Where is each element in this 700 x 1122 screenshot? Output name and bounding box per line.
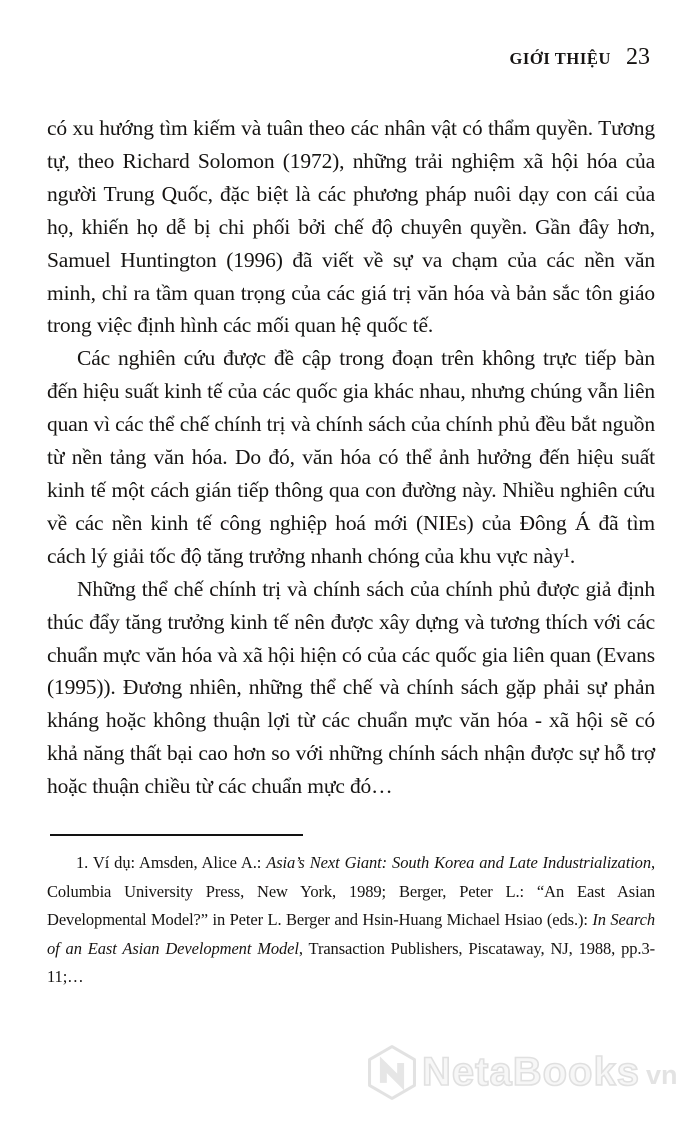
watermark-domain-suffix: vn: [645, 1060, 678, 1090]
hexagon-n-logo-icon: [366, 1044, 418, 1101]
netabooks-watermark: [366, 1044, 677, 1101]
footnote-book-title-2: In Search of an East Asian Development Model: [47, 910, 655, 958]
paragraph-institutions-policies: Những thể chế chính trị và chính sách của chính phủ được giả định thúc đẩy tăng trưởng kinh tế nên được xây dựng và tương thích với các chuẩn mực văn hóa và xã hội hiện có của các quốc gia liên quan (Evans (1995)). Đương nhiên, những thể chế và chính sách gặp phải sự phản kháng hoặc không thuận lợi từ các chuẩn mực văn hóa - xã hội sẽ có khả năng thất bại cao hơn so với những chính sách nhận được sự hỗ trợ hoặc thuận chiều từ các chuẩn mực đó…: [47, 576, 655, 799]
footnote-separator-rule: [50, 834, 303, 836]
footnote-run-middle: , Columbia University Press, New York, 1989; Berger, Peter L.: “An East Asian Developmental Model?” in Peter L. Berger and Hsin-Huang Michael Hsiao (eds.):: [47, 853, 656, 930]
footnote-run-intro: 1. Ví dụ: Amsden, Alice A.:: [76, 853, 267, 873]
footnote-1: [47, 849, 655, 992]
text-column: [47, 112, 655, 992]
footnote-book-title-1: Asia’s Next Giant: South Korea and Late Industrialization: [266, 853, 651, 873]
watermark-brand-text: NetaBooks: [422, 1050, 640, 1094]
paragraph-research-mentioned: Các nghiên cứu được đề cập trong đoạn trên không trực tiếp bàn đến hiệu suất kinh tế của các quốc gia khác nhau, nhưng chúng vẫn liên quan vì các thể chế chính trị và chính sách của chính phủ đều bắt nguồn từ nền tảng văn hóa. Do đó, văn hóa có thể ảnh hưởng đến hiệu suất kinh tế một cách gián tiếp thông qua con đường này. Nhiều nghiên cứu về các nền kinh tế công nghiệp hoá mới (NIEs) của Đông Á đã tìm cách lý giải tốc độ tăng trưởng nhanh chóng của khu vực này¹.: [47, 346, 655, 568]
running-head: [509, 44, 650, 71]
footnote-run-end: , Transaction Publishers, Piscataway, NJ, 1988, pp.3-11;…: [47, 938, 655, 987]
page-number: 23: [626, 44, 650, 70]
paragraph-continuation: có xu hướng tìm kiếm và tuân theo các nhân vật có thẩm quyền. Tương tự, theo Richard Solomon (1972), những trải nghiệm xã hội hóa của người Trung Quốc, đặc biệt là các phương pháp nuôi dạy con cái của họ, khiến họ dễ bị chi phối bởi chế độ chuyên quyền. Gần đây hơn, Samuel Huntington (1996) đã viết về sự va chạm của các nền văn minh, chỉ ra tầm quan trọng của các giá trị văn hóa và bản sắc tôn giáo trong việc định hình các mối quan hệ quốc tế.: [47, 116, 655, 338]
running-head-section-title: GIỚI THIỆU: [509, 49, 611, 68]
